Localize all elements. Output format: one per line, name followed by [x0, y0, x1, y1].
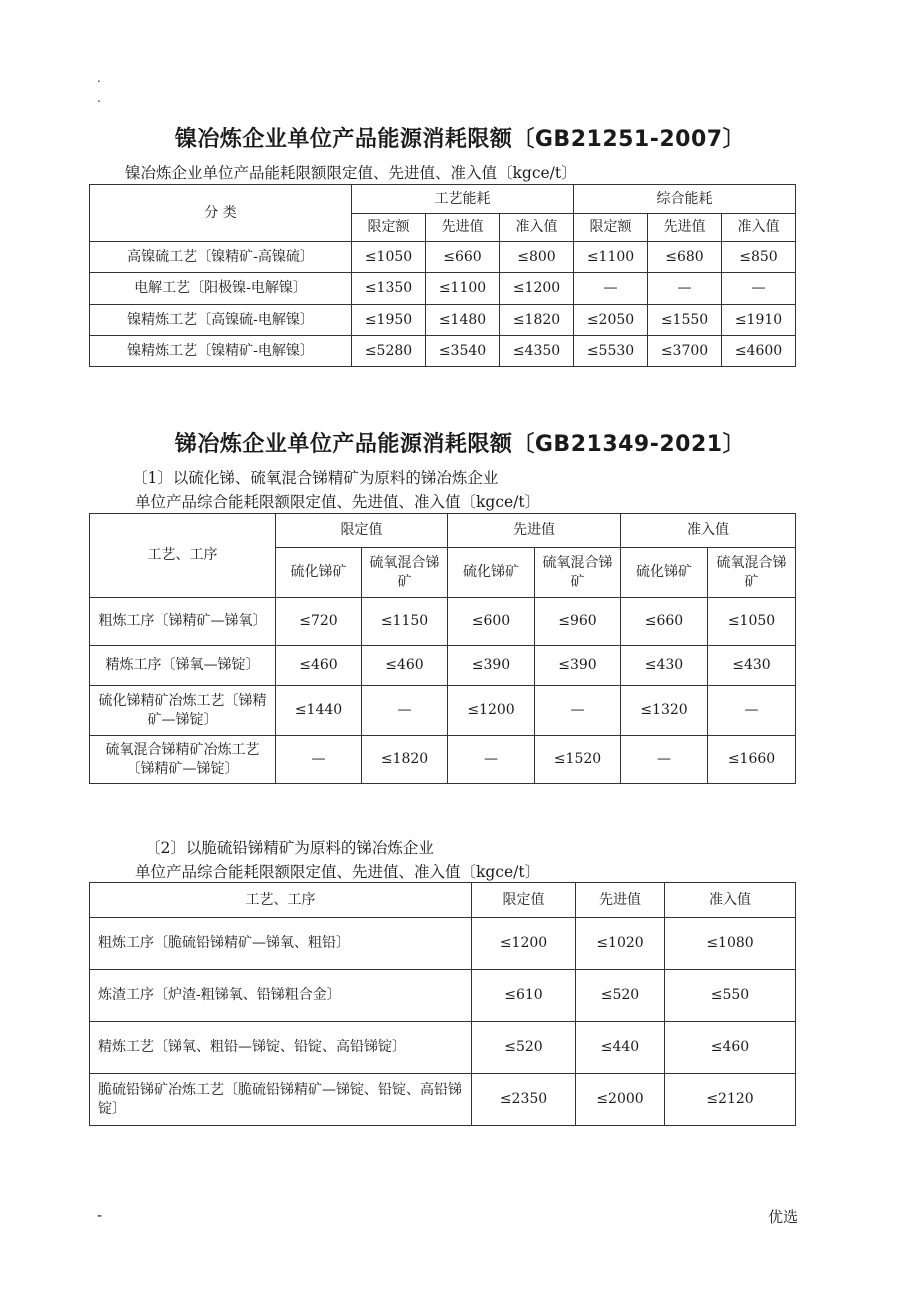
section2-subtitle-1: 〔1〕以硫化锑、硫氧混合锑精矿为原料的锑冶炼企业 [132, 469, 499, 487]
cell-value: ≤1200 [448, 686, 535, 736]
row-label: 粗炼工序〔锑精矿—锑氧〕 [90, 598, 276, 646]
cell-value: ≤850 [722, 242, 796, 273]
cell-value: ≤390 [535, 646, 621, 686]
row-label: 粗炼工序〔脆硫铅锑精矿—锑氧、粗铅〕 [90, 918, 472, 970]
cell-value: ≤460 [665, 1022, 796, 1074]
section1-subtitle: 镍冶炼企业单位产品能耗限额限定值、先进值、准入值〔kgce/t〕 [125, 164, 577, 182]
row-label: 精炼工艺〔锑氧、粗铅—锑锭、铅锭、高铅锑锭〕 [90, 1022, 472, 1074]
header-sub: 先进值 [426, 214, 500, 242]
cell-value: — [708, 686, 796, 736]
table-row [90, 242, 796, 273]
header-comprehensive-energy: 综合能耗 [574, 185, 796, 214]
cell-value: ≤660 [426, 242, 500, 273]
cell-value: — [722, 273, 796, 305]
cell-value: ≤720 [276, 598, 362, 646]
row-label: 高镍硫工艺〔镍精矿-高镍硫〕 [90, 242, 352, 273]
header-sub: 限定额 [574, 214, 648, 242]
section3-subtitle-1: 〔2〕以脆硫铅锑精矿为原料的锑冶炼企业 [145, 839, 434, 857]
cell-value: ≤1150 [362, 598, 448, 646]
cell-value: ≤5530 [574, 336, 648, 367]
header-sub: 硫氧混合锑矿 [535, 548, 621, 598]
cell-value: ≤550 [665, 970, 796, 1022]
header-advanced: 先进值 [576, 883, 665, 918]
cell-value: ≤1080 [665, 918, 796, 970]
cell-value: ≤1050 [708, 598, 796, 646]
cell-value: — [648, 273, 722, 305]
header-advanced: 先进值 [448, 514, 621, 548]
header-entry: 准入值 [665, 883, 796, 918]
table-row [90, 273, 796, 305]
cell-value: ≤1950 [352, 305, 426, 336]
table-row [90, 736, 796, 784]
cell-value: ≤1820 [362, 736, 448, 784]
cell-value: — [276, 736, 362, 784]
cell-value: ≤3540 [426, 336, 500, 367]
row-label: 炼渣工序〔炉渣-粗锑氧、铅锑粗合金〕 [90, 970, 472, 1022]
cell-value: ≤2050 [574, 305, 648, 336]
cell-value: ≤460 [362, 646, 448, 686]
header-sub: 先进值 [648, 214, 722, 242]
cell-value: ≤2000 [576, 1074, 665, 1126]
cell-value: ≤960 [535, 598, 621, 646]
row-label: 脆硫铅锑矿冶炼工艺〔脆硫铅锑精矿—锑锭、铅锭、高铅锑锭〕 [90, 1074, 472, 1126]
cell-value: ≤1440 [276, 686, 362, 736]
header-sub: 准入值 [500, 214, 574, 242]
footer-dash: - [97, 1206, 103, 1224]
cell-value: ≤2350 [472, 1074, 576, 1126]
cell-value: ≤2120 [665, 1074, 796, 1126]
cell-value: ≤1520 [535, 736, 621, 784]
table-row [90, 646, 796, 686]
row-label: 硫氧混合锑精矿冶炼工艺〔锑精矿—锑锭〕 [90, 736, 276, 784]
cell-value: ≤1550 [648, 305, 722, 336]
cell-value: ≤440 [576, 1022, 665, 1074]
cell-value: ≤1200 [472, 918, 576, 970]
cell-value: ≤610 [472, 970, 576, 1022]
table-row [90, 598, 796, 646]
header-limit: 限定值 [276, 514, 448, 548]
cell-value: ≤1820 [500, 305, 574, 336]
cell-value: — [448, 736, 535, 784]
header-sub: 硫氧混合锑矿 [708, 548, 796, 598]
header-dot: . [97, 71, 101, 85]
row-label: 镍精炼工艺〔镍精矿-电解镍〕 [90, 336, 352, 367]
footer-label: 优选 [768, 1208, 799, 1226]
cell-value: ≤460 [276, 646, 362, 686]
cell-value: ≤600 [448, 598, 535, 646]
row-label: 精炼工序〔锑氧—锑锭〕 [90, 646, 276, 686]
cell-value: ≤430 [621, 646, 708, 686]
cell-value: ≤520 [576, 970, 665, 1022]
table-row [90, 305, 796, 336]
section2-title: 锑冶炼企业单位产品能源消耗限额〔GB21349-2021〕 [174, 432, 746, 457]
section3-subtitle-2: 单位产品综合能耗限额限定值、先进值、准入值〔kgce/t〕 [135, 863, 541, 881]
cell-value: ≤1350 [352, 273, 426, 305]
row-label: 镍精炼工艺〔高镍硫-电解镍〕 [90, 305, 352, 336]
header-process-energy: 工艺能耗 [352, 185, 574, 214]
table-row [90, 918, 796, 970]
header-sub: 硫化锑矿 [448, 548, 535, 598]
cell-value: ≤1050 [352, 242, 426, 273]
cell-value: ≤1200 [500, 273, 574, 305]
cell-value: ≤800 [500, 242, 574, 273]
cell-value: — [535, 686, 621, 736]
cell-value: — [574, 273, 648, 305]
header-limit: 限定值 [472, 883, 576, 918]
cell-value: ≤1020 [576, 918, 665, 970]
section1-title: 镍冶炼企业单位产品能源消耗限额〔GB21251-2007〕 [174, 127, 746, 152]
header-sub: 硫化锑矿 [621, 548, 708, 598]
nickel-energy-table [89, 184, 796, 367]
cell-value: ≤430 [708, 646, 796, 686]
row-label: 电解工艺〔阳极镍-电解镍〕 [90, 273, 352, 305]
header-dot: . [97, 91, 101, 105]
header-entry: 准入值 [621, 514, 796, 548]
cell-value: ≤390 [448, 646, 535, 686]
table-row [90, 1074, 796, 1126]
cell-value: ≤680 [648, 242, 722, 273]
cell-value: — [621, 736, 708, 784]
header-sub: 限定额 [352, 214, 426, 242]
cell-value: ≤3700 [648, 336, 722, 367]
cell-value: ≤1100 [426, 273, 500, 305]
cell-value: ≤1480 [426, 305, 500, 336]
header-sub: 硫氧混合锑矿 [362, 548, 448, 598]
table-row [90, 1022, 796, 1074]
table-row [90, 336, 796, 367]
cell-value: ≤4600 [722, 336, 796, 367]
header-category: 分 类 [90, 185, 352, 242]
cell-value: ≤4350 [500, 336, 574, 367]
antimony-lead-energy-table [89, 882, 796, 1126]
section2-subtitle-2: 单位产品综合能耗限额限定值、先进值、准入值〔kgce/t〕 [135, 493, 541, 511]
header-sub: 准入值 [722, 214, 796, 242]
table-row [90, 686, 796, 736]
cell-value: ≤660 [621, 598, 708, 646]
table-row [90, 970, 796, 1022]
row-label: 硫化锑精矿冶炼工艺〔锑精矿—锑锭〕 [90, 686, 276, 736]
cell-value: ≤1660 [708, 736, 796, 784]
header-sub: 硫化锑矿 [276, 548, 362, 598]
cell-value: — [362, 686, 448, 736]
header-process: 工艺、工序 [90, 883, 472, 918]
header-process: 工艺、工序 [90, 514, 276, 598]
cell-value: ≤520 [472, 1022, 576, 1074]
cell-value: ≤1100 [574, 242, 648, 273]
antimony-energy-table [89, 513, 796, 784]
cell-value: ≤1320 [621, 686, 708, 736]
cell-value: ≤5280 [352, 336, 426, 367]
cell-value: ≤1910 [722, 305, 796, 336]
